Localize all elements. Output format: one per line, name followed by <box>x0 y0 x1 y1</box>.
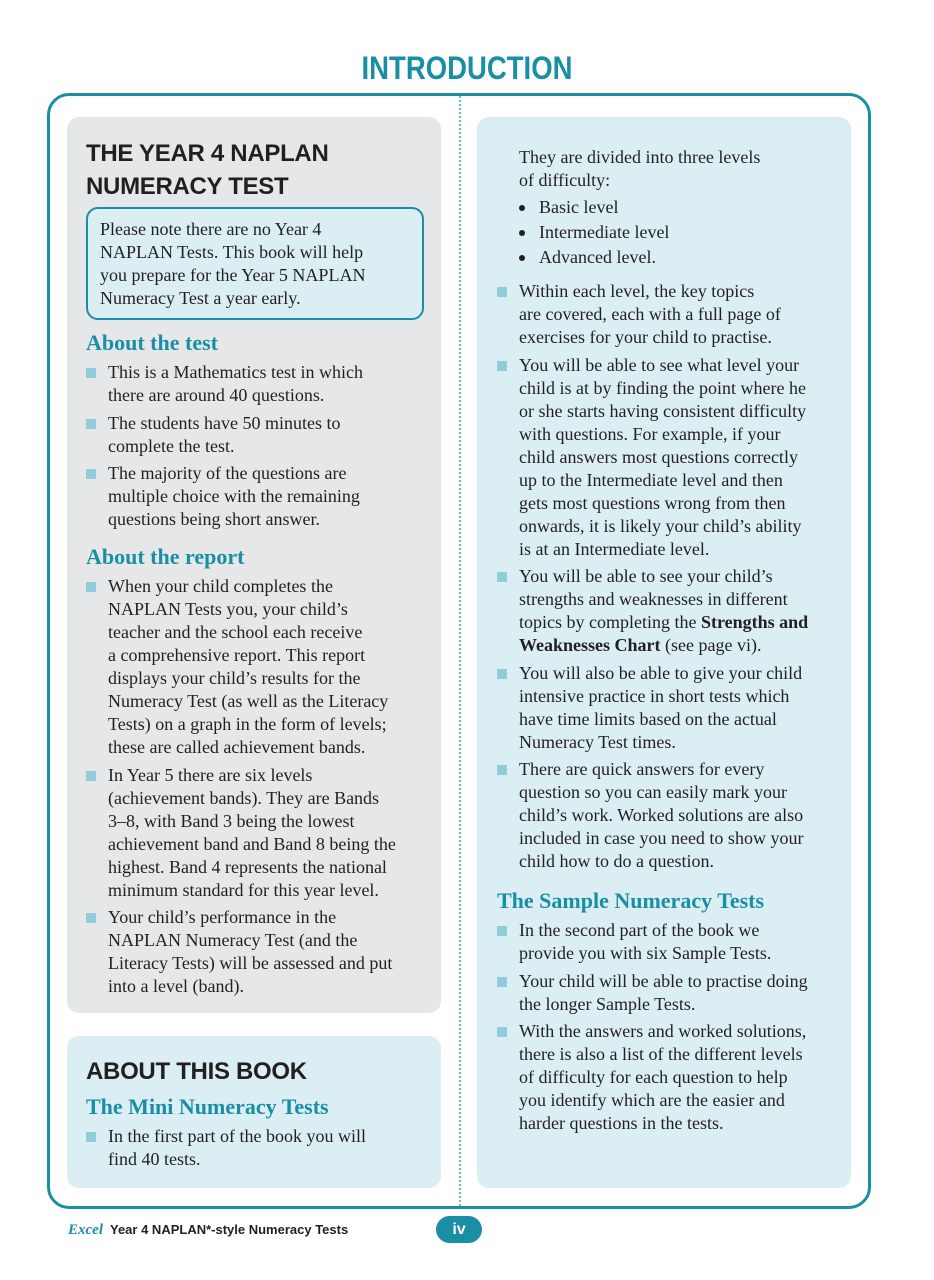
list-item <box>86 361 431 407</box>
features-list <box>497 280 842 878</box>
bullet-square-icon <box>497 977 507 987</box>
about-book-heading: ABOUT THIS BOOK <box>86 1058 307 1085</box>
chart-reference: Strengths and <box>700 612 809 632</box>
line: intensive practice in short tests which <box>519 685 790 706</box>
bullet-square-icon <box>497 361 507 371</box>
about-test-list <box>86 361 431 536</box>
about-test-heading: About the test <box>86 330 218 355</box>
bullet-square-icon <box>86 913 96 923</box>
level-label: Intermediate level <box>539 222 670 242</box>
brand-logo: Excel <box>68 1222 103 1238</box>
line: You will be able to see your child’s <box>519 566 773 586</box>
list-item <box>497 662 842 754</box>
line <box>519 634 842 657</box>
line: into a level (band). <box>108 976 244 996</box>
line: gets most questions wrong from then <box>519 492 786 513</box>
line: questions being short answer. <box>108 509 320 529</box>
level-label: Advanced level. <box>539 247 656 267</box>
line: You will be able to see what level your <box>519 354 800 375</box>
line: Numeracy Test (as well as the Literacy <box>108 691 389 711</box>
levels-intro <box>519 146 760 192</box>
bullet-square-icon <box>497 1027 507 1037</box>
level-item <box>515 195 835 220</box>
line: you identify which are the easier and <box>519 1090 785 1110</box>
line: (achievement bands). They are Bands <box>108 787 380 808</box>
level-item <box>515 220 835 245</box>
line: exercises for your child to practise. <box>519 327 772 347</box>
line: child answers most questions correctly <box>519 446 798 467</box>
line: In the second part of the book we <box>519 920 760 940</box>
text-run: topics by completing the <box>519 612 701 632</box>
list-item <box>86 764 431 902</box>
line: have time limits based on the actual <box>519 708 777 729</box>
line: With the answers and worked solutions, <box>519 1021 807 1041</box>
main-heading <box>86 137 329 203</box>
line: NAPLAN Numeracy Test (and the <box>108 930 358 950</box>
line: Within each level, the key topics <box>519 281 755 301</box>
text-run: (see page vi). <box>660 635 762 655</box>
about-report-list <box>86 575 431 1003</box>
line: or she starts having consistent difficulty <box>519 400 807 421</box>
line: provide you with six Sample Tests. <box>519 943 772 963</box>
line: these are called achievement bands. <box>108 737 366 757</box>
note-box <box>86 207 424 320</box>
footer-title: Year 4 NAPLAN*-style Numeracy Tests <box>110 1222 349 1237</box>
chart-reference: Weaknesses Chart <box>519 635 661 655</box>
bullet-square-icon <box>86 1132 96 1142</box>
line: included in case you need to show your <box>519 828 804 848</box>
line: there is also a list of the different levels <box>519 1044 803 1064</box>
sample-tests-list <box>497 919 842 1140</box>
bullet-dot-icon <box>519 230 525 236</box>
line: up to the Intermediate level and then <box>519 469 783 490</box>
bullet-square-icon <box>86 368 96 378</box>
page-number: iv <box>436 1216 482 1243</box>
line: highest. Band 4 represents the national <box>108 856 387 877</box>
line: the longer Sample Tests. <box>519 993 696 1014</box>
list-item <box>497 1020 842 1135</box>
line: Your child’s performance in the <box>108 907 337 927</box>
line <box>519 611 842 634</box>
bullet-square-icon <box>497 287 507 297</box>
line: 3–8, with Band 3 being the lowest <box>108 810 355 831</box>
line: onwards, it is likely your child’s ability <box>519 515 802 536</box>
line: a comprehensive report. This report <box>108 645 366 665</box>
bullet-square-icon <box>497 765 507 775</box>
line: In the first part of the book you will <box>108 1126 366 1146</box>
list-item <box>497 354 842 561</box>
list-item <box>497 758 842 873</box>
list-item <box>497 280 842 349</box>
line: Your child will be able to practise doing <box>519 970 808 991</box>
line: with questions. For example, if your <box>519 423 781 444</box>
line: displays your child’s results for the <box>108 668 361 688</box>
line: The majority of the questions are <box>108 463 347 483</box>
sample-tests-heading: The Sample Numeracy Tests <box>497 888 765 913</box>
line: When your child completes the <box>108 576 333 596</box>
line: strengths and weaknesses in different <box>519 589 788 609</box>
line: This is a Mathematics test in which <box>108 362 363 382</box>
bullet-dot-icon <box>519 205 525 211</box>
line: complete the test. <box>108 435 235 456</box>
bullet-square-icon <box>86 419 96 429</box>
line: The students have 50 minutes to <box>108 412 341 433</box>
line: There are quick answers for every <box>519 759 765 779</box>
line: child is at by finding the point where he <box>519 377 806 398</box>
line: minimum standard for this year level. <box>108 879 379 900</box>
list-item <box>497 919 842 965</box>
line: question so you can easily mark your <box>519 782 787 802</box>
line: of difficulty: <box>519 170 611 190</box>
note-line: NAPLAN Tests. This book will help <box>100 242 364 262</box>
level-item <box>515 245 835 270</box>
list-item <box>86 412 431 458</box>
column-divider <box>459 96 461 1206</box>
line: multiple choice with the remaining <box>108 486 360 506</box>
bullet-square-icon <box>497 669 507 679</box>
line: harder questions in the tests. <box>519 1113 724 1133</box>
line: Literacy Tests) will be assessed and put <box>108 953 393 973</box>
line: find 40 tests. <box>108 1149 201 1169</box>
levels-list <box>515 195 835 270</box>
bullet-square-icon <box>497 572 507 582</box>
line: there are around 40 questions. <box>108 385 325 405</box>
about-report-heading: About the report <box>86 544 245 569</box>
line: In Year 5 there are six levels <box>108 764 313 785</box>
level-label: Basic level <box>539 197 619 217</box>
list-item <box>86 906 431 998</box>
line: Tests) on a graph in the form of levels; <box>108 714 387 734</box>
line: You will also be able to give your child <box>519 662 803 683</box>
bullet-square-icon <box>86 771 96 781</box>
main-heading-line: NUMERACY TEST <box>86 173 289 200</box>
line: They are divided into three levels <box>519 147 761 167</box>
bullet-square-icon <box>86 469 96 479</box>
line: achievement band and Band 8 being the <box>108 833 396 854</box>
note-line: Numeracy Test a year early. <box>100 288 301 308</box>
note-line: Please note there are no Year 4 <box>100 219 322 239</box>
list-item <box>497 565 842 657</box>
bullet-square-icon <box>86 582 96 592</box>
mini-tests-heading: The Mini Numeracy Tests <box>86 1094 329 1119</box>
bullet-square-icon <box>497 926 507 936</box>
line: child’s work. Worked solutions are also <box>519 805 804 825</box>
mini-tests-list <box>86 1125 431 1176</box>
line: teacher and the school each receive <box>108 622 363 642</box>
footer-book-title <box>68 1222 348 1239</box>
line: child how to do a question. <box>519 851 714 871</box>
line: Numeracy Test times. <box>519 731 676 752</box>
list-item <box>86 575 431 759</box>
list-item <box>497 970 842 1016</box>
line: is at an Intermediate level. <box>519 538 710 559</box>
line: NAPLAN Tests you, your child’s <box>108 599 348 619</box>
note-line: you prepare for the Year 5 NAPLAN <box>100 265 366 285</box>
page-title: INTRODUCTION <box>361 50 573 86</box>
bullet-dot-icon <box>519 255 525 261</box>
list-item <box>86 462 431 531</box>
list-item <box>86 1125 431 1171</box>
line: of difficulty for each question to help <box>519 1067 788 1087</box>
main-heading-line: THE YEAR 4 NAPLAN <box>86 140 329 167</box>
line: are covered, each with a full page of <box>519 304 781 324</box>
